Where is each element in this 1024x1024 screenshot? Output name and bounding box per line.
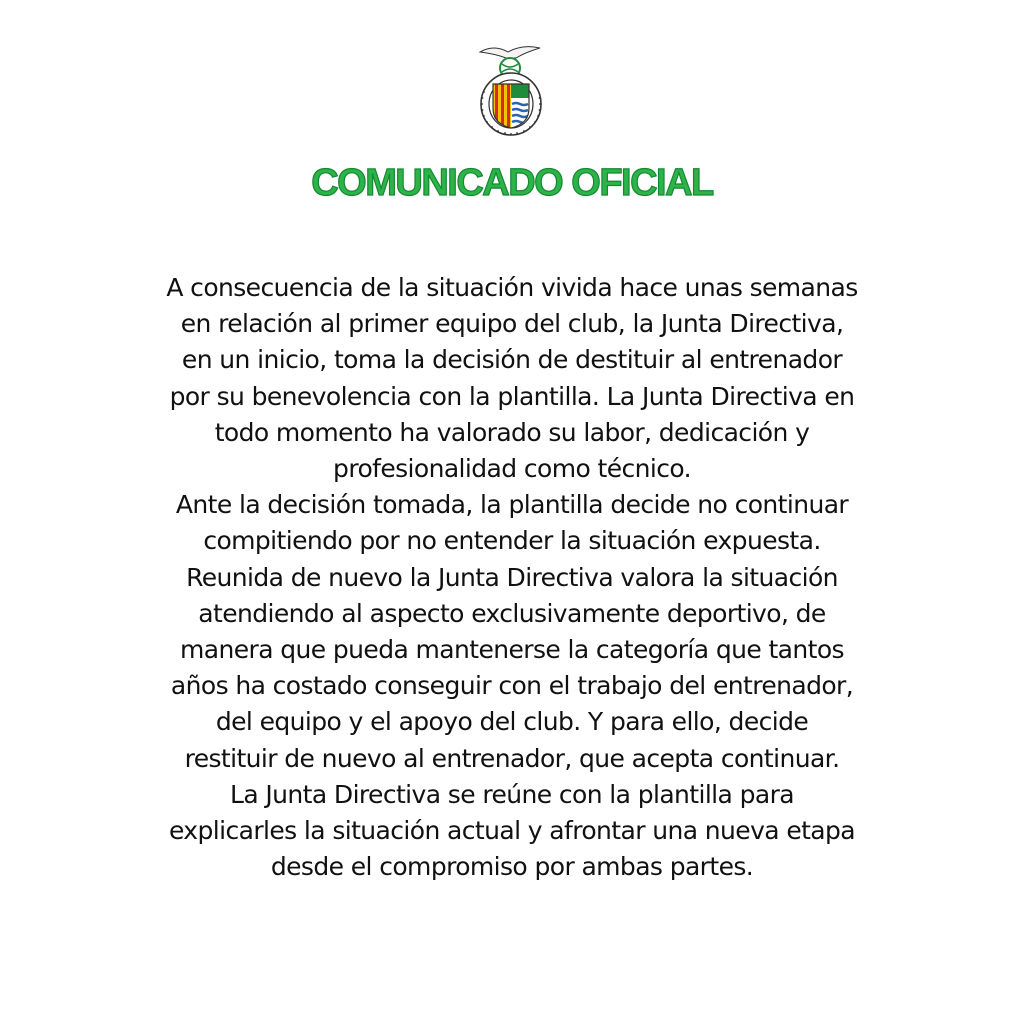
body-line: del equipo y el apoyo del club. Y para ello, decide: [215, 707, 809, 737]
body-line: La Junta Directiva se reúne con la plantilla para: [230, 779, 794, 809]
body-line: A consecuencia de la situación vivida hace unas semanas: [166, 273, 858, 302]
body-line: restituir de nuevo al entrenador, que acepta continuar.: [184, 743, 840, 773]
body-line: desde el compromiso por ambas partes.: [270, 852, 754, 882]
body-line: profesionalidad como técnico.: [333, 454, 691, 484]
body-line: atendiendo al aspecto exclusivamente deportivo, de: [198, 598, 826, 628]
body-line: Ante la decisión tomada, la plantilla decide no continuar: [175, 490, 849, 520]
body-line: todo momento ha valorado su labor, dedicación y: [214, 417, 810, 447]
club-crest-logo: [466, 40, 556, 136]
body-line: en un inicio, toma la decisión de destituir al entrenador: [181, 345, 843, 375]
body-line: Reunida de nuevo la Junta Directiva valora la situación: [186, 562, 838, 592]
page-title: COMUNICADO OFICIAL: [311, 162, 713, 204]
body-line: años ha costado conseguir con el trabajo del entrenador,: [170, 671, 854, 701]
body-line: explicarles la situación actual y afrontar una nueva etapa: [168, 816, 856, 846]
body-line: por su benevolencia con la plantilla. La Junta Directiva en: [169, 381, 855, 411]
body-line: en relación al primer equipo del club, la Junta Directiva,: [180, 309, 844, 339]
announcement-body: [50, 270, 974, 885]
body-line: manera que pueda mantenerse la categoría que tantos: [180, 635, 844, 665]
body-line: compitiendo por no entender la situación expuesta.: [203, 526, 821, 556]
